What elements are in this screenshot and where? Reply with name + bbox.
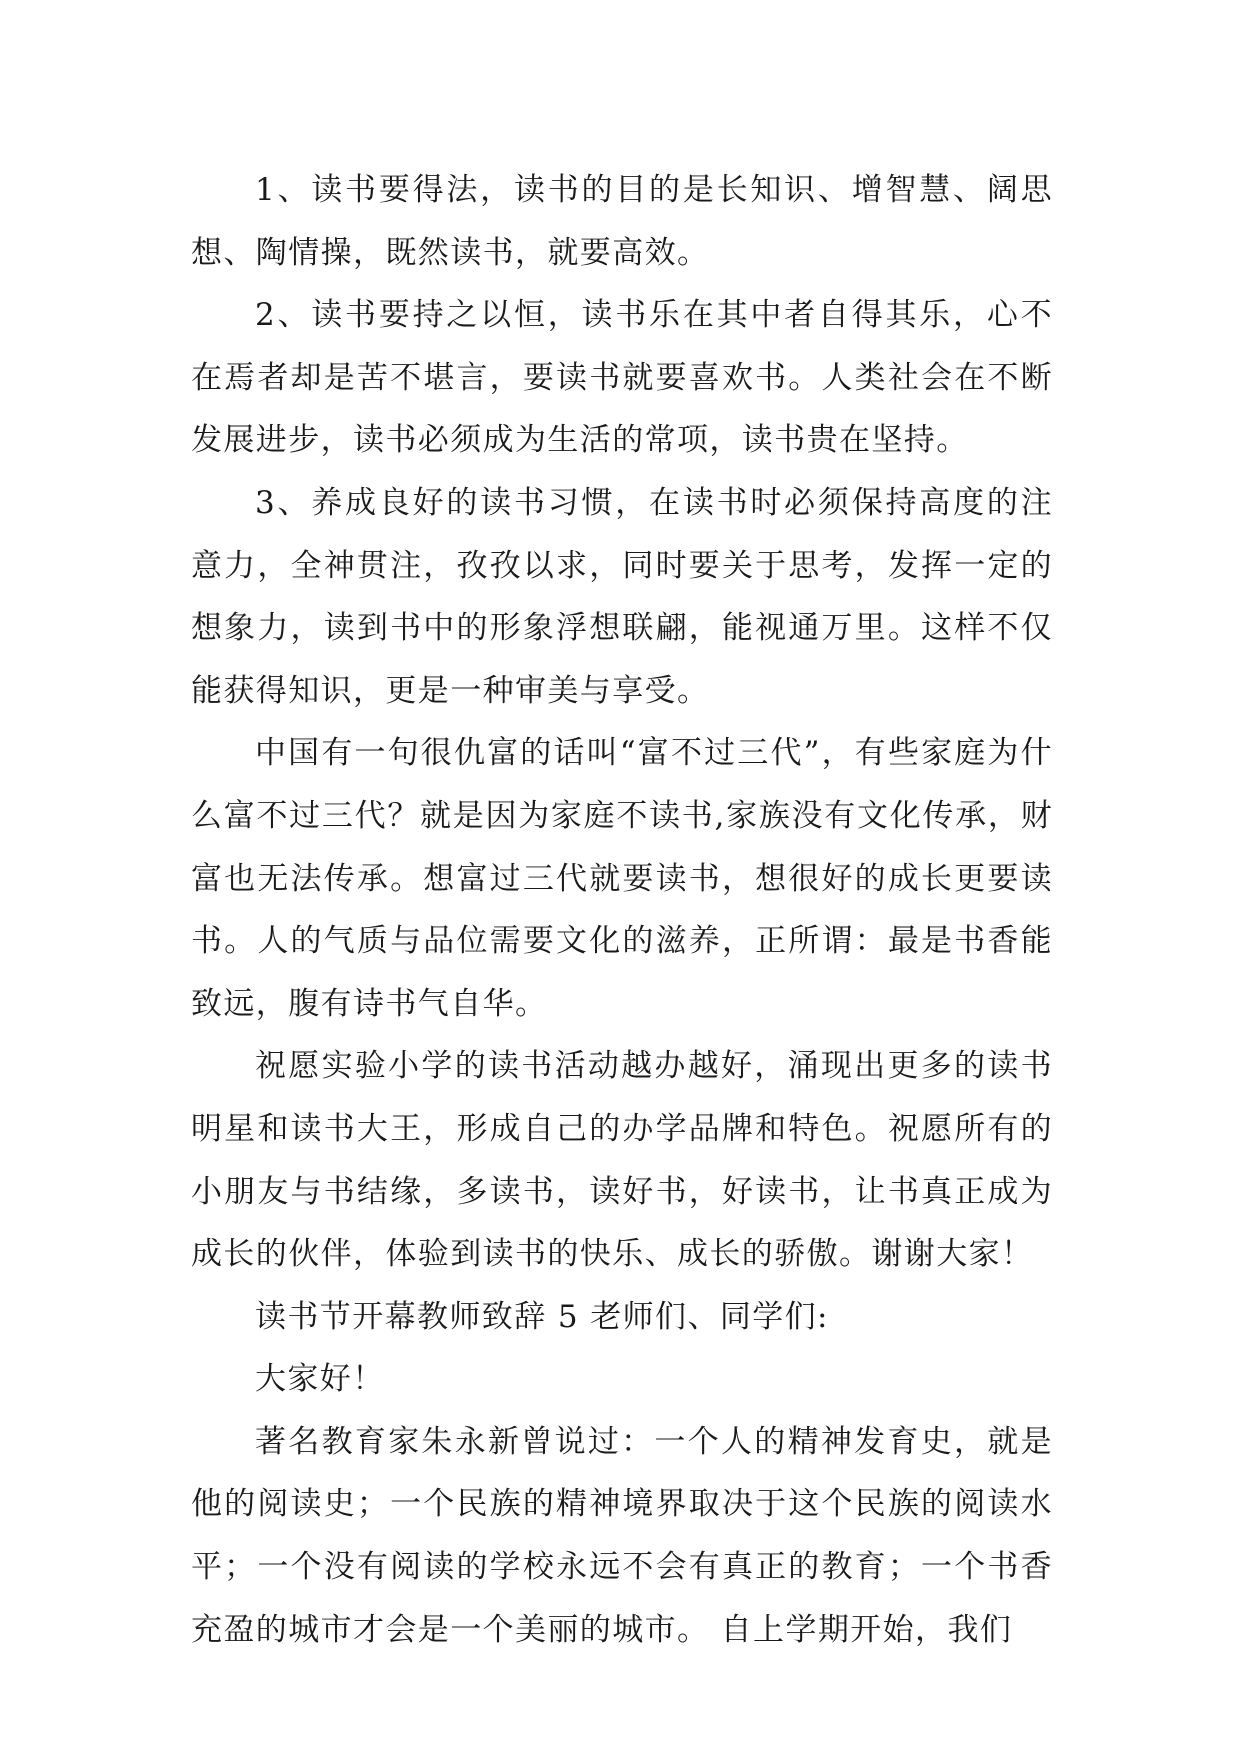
- paragraph-persistence: 2、读书要持之以恒，读书乐在其中者自得其乐，心不在焉者却是苦不堪言，要读书就要喜欢书。人类社会在不断发展进步，读书必须成为生活的常项，读书贵在坚持。: [191, 297, 1053, 459]
- greeting: 大家好！: [255, 1361, 385, 1398]
- document-body: [191, 159, 1053, 1661]
- speech-title: 读书节开幕教师致辞 5 老师们、同学们:: [255, 1298, 829, 1335]
- paragraph-habits: 3、养成良好的读书习惯，在读书时必须保持高度的注意力，全神贯注，孜孜以求，同时要关于思考，发挥一定的想象力，读到书中的形象浮想联翩，能视通万里。这样不仅能获得知识，更是一种审美与享受。: [191, 484, 1053, 709]
- paragraph-zhu-yongxin: 著名教育家朱永新曾说过：一个人的精神发育史，就是他的阅读史；一个民族的精神境界取决于这个民族的阅读水平；一个没有阅读的学校永远不会有真正的教育；一个书香充盈的城市才会是一个美丽的城市。 自上学期开始，我们: [191, 1423, 1053, 1648]
- paragraph-wishes: 祝愿实验小学的读书活动越办越好，涌现出更多的读书明星和读书大王，形成自己的办学品牌和特色。祝愿所有的小朋友与书结缘，多读书，读好书，好读书，让书真正成为成长的伙伴，体验到读书的快乐、成长的骄傲。谢谢大家！: [191, 1048, 1053, 1273]
- paragraph-three-generations: 中国有一句很仇富的话叫“富不过三代”，有些家庭为什么富不过三代？就是因为家庭不读书,家族没有文化传承，财富也无法传承。想富过三代就要读书，想很好的成长更要读书。人的气质与品位需要文化的滋养，正所谓：最是书香能致远，腹有诗书气自华。: [191, 735, 1053, 1022]
- paragraph-method: 1、读书要得法，读书的目的是长知识、增智慧、阔思想、陶情操，既然读书，就要高效。: [191, 172, 1053, 271]
